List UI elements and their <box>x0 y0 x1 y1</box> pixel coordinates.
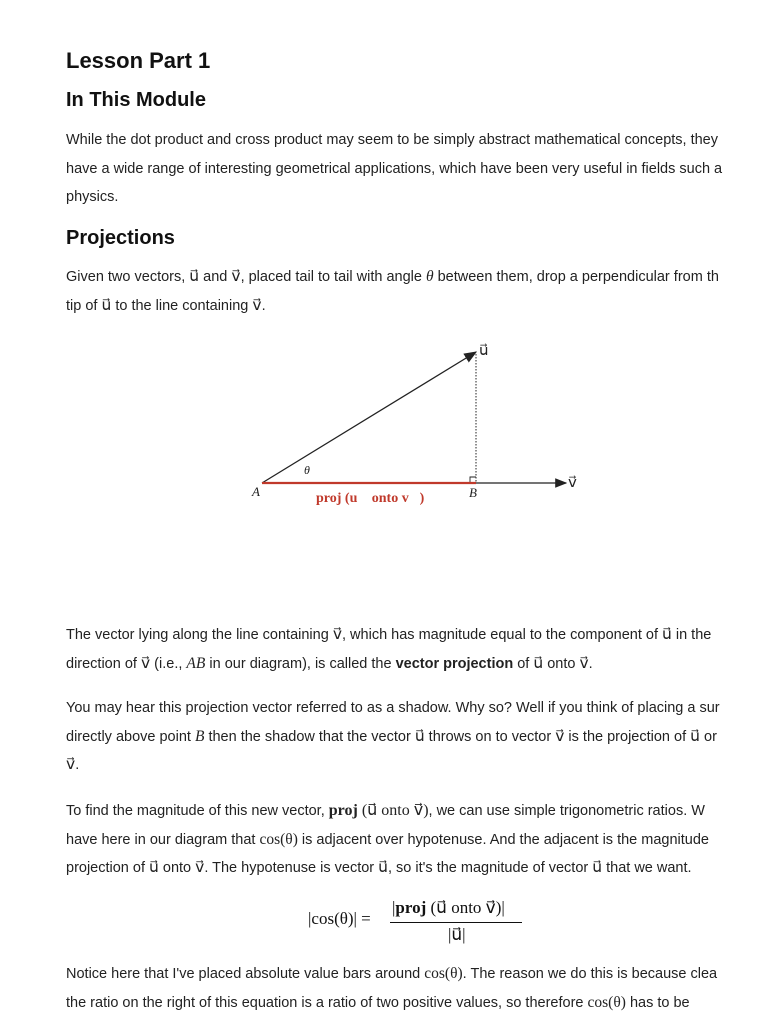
point-b-label: B <box>469 485 477 500</box>
vector-u-line <box>262 352 476 483</box>
intro-line-2: tip of u⃗ to the line containing v⃗. <box>66 296 266 314</box>
module-line-1: While the dot product and cross product may seem to be simply abstract mathematical concepts, they <box>66 132 718 148</box>
module-line-2: have a wide range of interesting geometrical applications, which have been very useful in fields such a <box>66 160 723 177</box>
abs-line-2: the ratio on the right of this equation is a ratio of two positive values, so therefore cos(θ) has to be <box>66 993 690 1011</box>
formula-lhs: |cos(θ)| = <box>308 909 371 928</box>
module-paragraph <box>66 126 768 212</box>
page-title: Lesson Part 1 <box>66 48 211 73</box>
absolute-value-paragraph <box>66 960 768 1017</box>
mag-line-2: have here in our diagram that cos(θ) is adjacent over hypotenuse. And the adjacent is the magnitude <box>66 830 709 848</box>
shadow-paragraph <box>66 694 768 780</box>
projection-diagram <box>246 336 596 516</box>
mag-line-3: projection of u⃗ onto v⃗. The hypotenuse is vector u⃗, so it's the magnitude of vector u⃗ that we want. <box>66 859 692 876</box>
shadow-line-3: v⃗. <box>66 756 80 773</box>
intro-line-1: Given two vectors, u⃗ and v⃗, placed tail to tail with angle θ between them, drop a perpendicular from th <box>66 268 719 285</box>
vp-line-2: direction of v⃗ (i.e., AB in our diagram), is called the vector projection of u⃗ onto v⃗. <box>66 654 593 672</box>
projections-intro-paragraph <box>66 263 768 320</box>
fraction-bar <box>390 922 522 923</box>
projection-label: proj (u⃗ onto v⃗) <box>316 491 425 506</box>
mag-line-1: To find the magnitude of this new vector, proj (u⃗ onto v⃗), we can use simple trigonometric ratios. W <box>66 802 705 819</box>
projection-diagram-svg <box>246 336 596 516</box>
shadow-line-2: directly above point B then the shadow that the vector u⃗ throws on to vector v⃗ is the projection of u⃗ or <box>66 727 717 745</box>
projections-heading: Projections <box>66 227 175 249</box>
module-line-3: physics. <box>66 189 119 205</box>
point-a-label: A <box>252 484 260 499</box>
vector-v-label: v⃗ <box>568 475 577 491</box>
formula-denominator: |u⃗| <box>448 925 466 944</box>
formula-numerator: |proj (u⃗ onto v⃗)| <box>392 898 505 917</box>
theta-label: θ <box>304 463 310 477</box>
vp-line-1: The vector lying along the line containing v⃗, which has magnitude equal to the component of u⃗ in the <box>66 626 712 643</box>
shadow-line-1: You may hear this projection vector referred to as a shadow. Why so? Well if you think of placing a sur <box>66 700 720 716</box>
cos-formula <box>308 898 568 954</box>
vector-projection-paragraph <box>66 621 768 678</box>
vector-u-label: u⃗ <box>479 343 489 359</box>
magnitude-paragraph <box>66 797 768 883</box>
module-heading: In This Module <box>66 89 206 111</box>
abs-line-1: Notice here that I've placed absolute value bars around cos(θ). The reason we do this is because clea <box>66 965 718 982</box>
